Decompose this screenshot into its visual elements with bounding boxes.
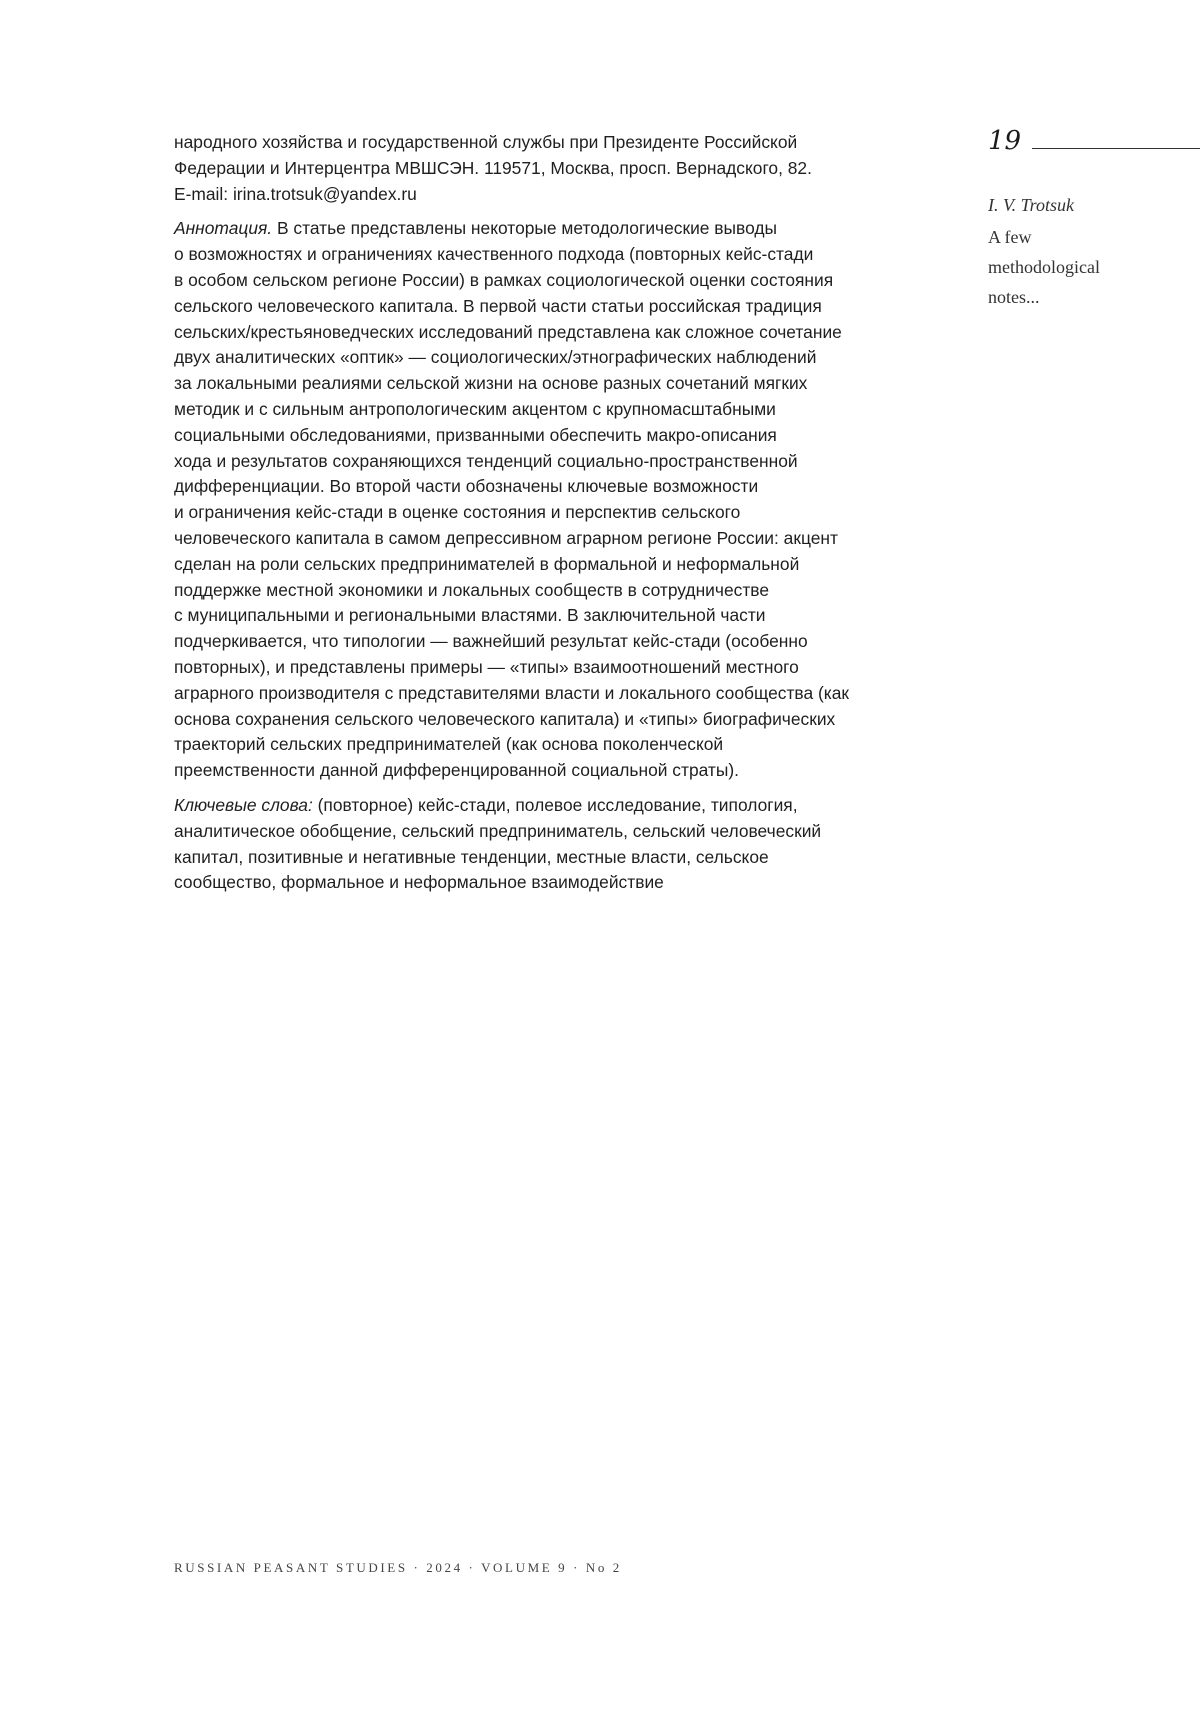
abstract-line: траекторий сельских предпринимателей (как основа поколенческой [174,734,724,755]
abstract [174,216,954,784]
running-title-line: notes... [988,287,1040,307]
abstract-line: дифференциации. Во второй части обозначены ключевые возможности [174,476,759,497]
journal-footer: RUSSIAN PEASANT STUDIES · 2024 · VOLUME 9 · No 2 [174,1560,622,1575]
keywords-line: капитал, позитивные и негативные тенденции, местные власти, сельское [174,846,769,867]
abstract-line: в особом сельском регионе России) в рамках социологической оценки состояния [174,269,834,290]
main-text-column [174,130,954,896]
abstract-line: основа сохранения сельского человеческого капитала) и «типы» биографических [174,708,836,729]
abstract-line: двух аналитических «оптик» — социологических/этнографических наблюдений [174,347,817,368]
keywords-first-line [174,793,954,819]
abstract-line: социальными обследованиями, призванными обеспечить макро-описания [174,424,777,445]
running-title-line: methodological [988,257,1100,277]
keywords-line: сообщество, формальное и неформальное взаимодействие [174,872,664,893]
abstract-line: хода и результатов сохраняющихся тенденций социально-пространственной [174,450,798,471]
abstract-line: человеческого капитала в самом депрессивном аграрном регионе России: акцент [174,527,838,548]
abstract-line: методик и с сильным антропологическим акцентом с крупномасштабными [174,398,776,419]
abstract-line: сделан на роли сельских предпринимателей в формальной и неформальной [174,553,800,574]
running-title-line: A few [988,227,1032,247]
abstract-line: подчеркивается, что типологии — важнейший результат кейс-стади (особенно [174,631,808,652]
page-number-rule [1032,148,1200,149]
affiliation-line: Федерации и Интерцентра МВШСЭН. 119571, Москва, просп. Вернадского, 82. [174,157,812,178]
page-number: 19 [988,126,1022,156]
abstract-line: и ограничения кейс-стади в оценке состояния и перспектив сельского [174,502,741,523]
abstract-line: сельских/крестьяноведческих исследований представлена как сложное сочетание [174,321,842,342]
abstract-line: о возможностях и ограничениях качественного подхода (повторных кейс-стади [174,244,814,265]
affiliation-line: народного хозяйства и государственной службы при Президенте Российской [174,132,798,152]
abstract-line: повторных), и представлены примеры — «типы» взаимоотношений местного [174,656,799,677]
abstract-first-line [174,216,954,242]
author-affiliation [174,130,954,207]
keywords [174,793,954,896]
running-author: I. V. Trotsuk [988,195,1075,215]
affiliation-email: E-mail: irina.trotsuk@yandex.ru [174,183,417,204]
running-title [988,222,1100,312]
abstract-line: с муниципальными и региональными властями. В заключительной части [174,605,766,626]
abstract-line: преемственности данной дифференцированной социальной страты). [174,760,739,781]
abstract-line: В статье представлены некоторые методологические выводы [272,218,778,239]
abstract-line: аграрного производителя с представителями власти и локального сообщества (как [174,682,850,703]
keywords-line: (повторное) кейс-стади, полевое исследование, типология, [312,794,798,815]
abstract-label: Аннотация. [174,218,273,239]
abstract-line: сельского человеческого капитала. В первой части статьи российская традиция [174,295,822,316]
abstract-line: за локальными реалиями сельской жизни на основе разных сочетаний мягких [174,373,808,394]
abstract-line: поддержке местной экономики и локальных сообществ в сотрудничестве [174,579,770,600]
keywords-label: Ключевые слова: [174,794,313,815]
keywords-line: аналитическое обобщение, сельский предприниматель, сельский человеческий [174,820,822,841]
